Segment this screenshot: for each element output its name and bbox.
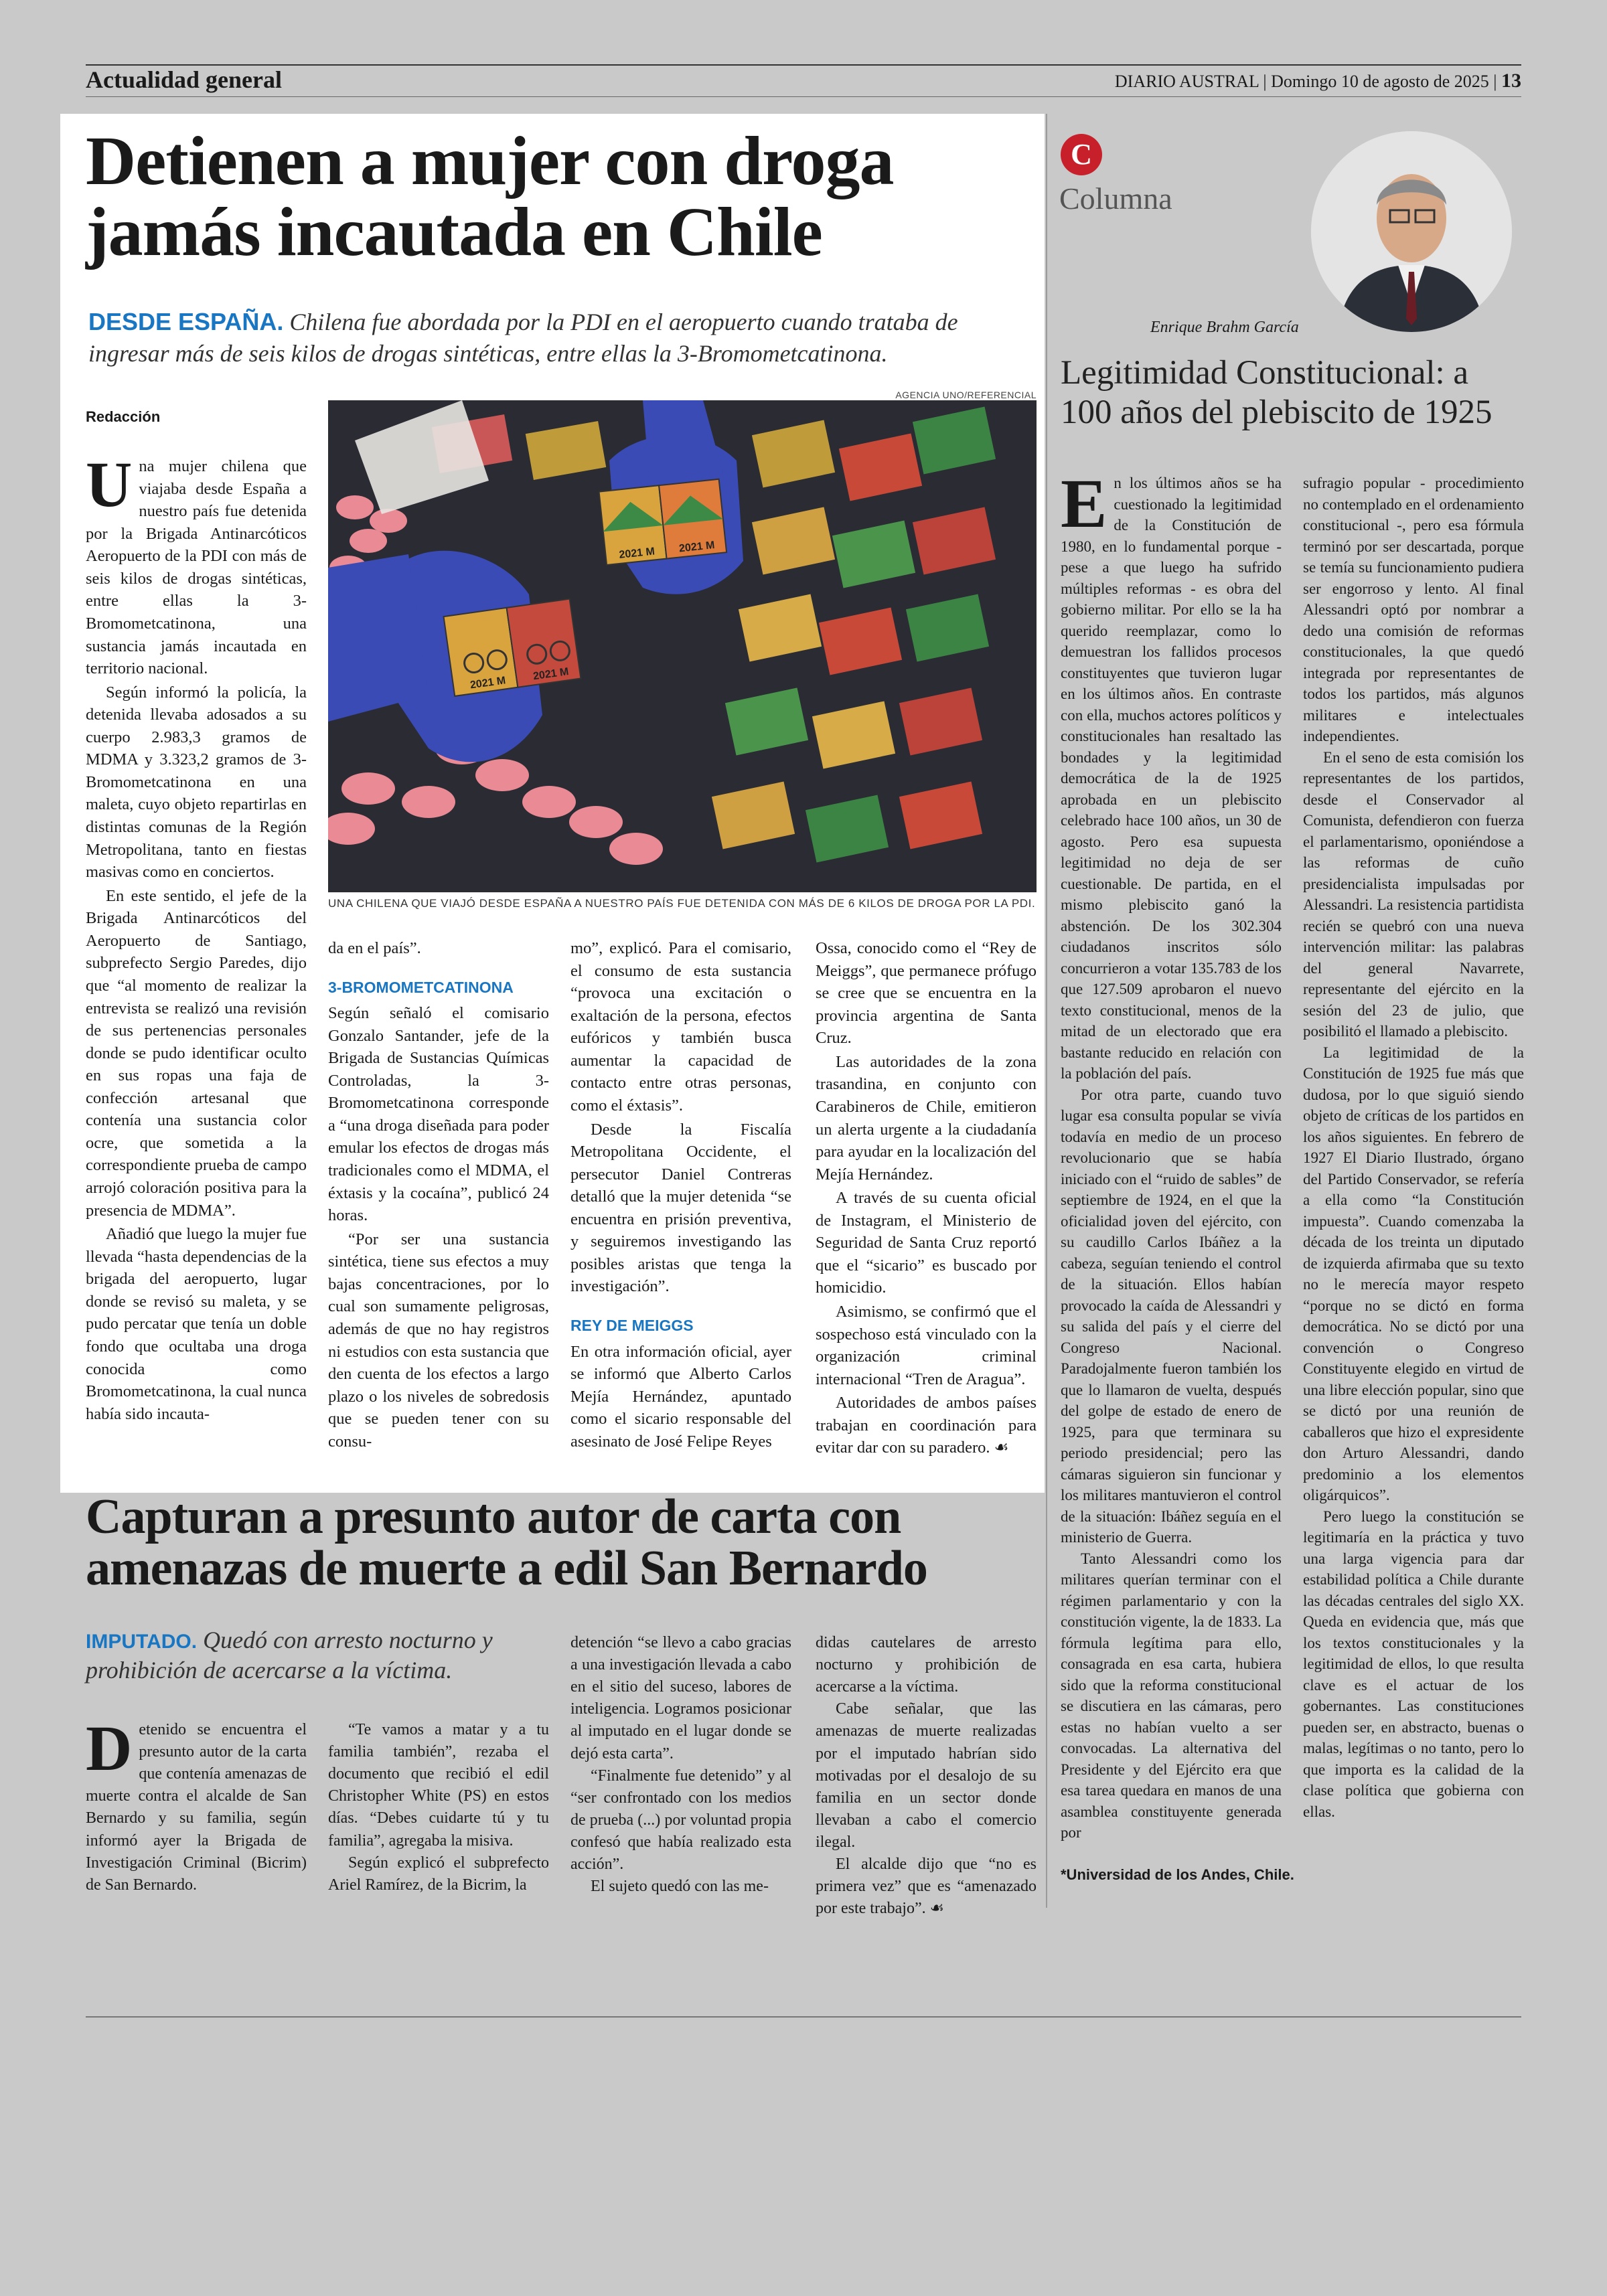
paper-name: DIARIO AUSTRAL [1114, 72, 1259, 91]
second-col4-p1: didas cautelares de arresto nocturno y prohibición de acercarse a la víctima. [816, 1634, 1037, 1696]
main-col3-p3: En otra información oficial, ayer se informó que Alberto Carlos Mejía Hernández, apuntado como el sicario responsable del asesinato de José Felipe Reyes [570, 1342, 791, 1451]
stamp-text: 2021 M [469, 675, 507, 691]
second-col4-p2: Cabe señalar, que las amenazas de muerte realizadas por el imputado habrían sido motivadas por el desalojo de su familia en un sector donde llevaban a cabo el comercio ilegal. [816, 1700, 1037, 1851]
main-col-4 [816, 937, 1037, 1461]
column-title [1061, 353, 1529, 432]
column-col1-p1: n los últimos años se ha cuestionado la legitimidad de la Constitución de 1980, en lo fundamental porque - pese a que luego ha sufrido múltiples reformas - es obra del gobierno militar. Por ello se la ha querido reemplazar, como lo demuestran los fallidos procesos constituyentes que tuvieron lugar en los últimos años. En contraste con ella, muchos actores políticos y constitucionales han resaltado las bondades y la legitimidad democrática de la de 1925 aprobada en un plebiscito celebrado hace 100 años, un 30 de agosto. Pero esa supuesta legitimidad no deja de ser cuestionable. De partida, en el mismo plebiscito ganó la abstención. De los 302.304 ciudadanos inscritos sólo concurrieron a votar 135.783 de los que 127.509 aprobaron el nuevo texto constitucional, menos de la mitad de un electorado que era bastante reducido en relación con la población del país. [1061, 475, 1282, 1082]
masthead: DIARIO AUSTRAL | Domingo 10 de agosto de 2025 | 13 [1114, 70, 1521, 92]
second-headline-line2: amenazas de muerte a edil San Bernardo [86, 1540, 927, 1596]
subhead-rey-de-meiggs: REY DE MEIGGS [570, 1317, 694, 1334]
second-col3-p3: El sujeto quedó con las me- [591, 1878, 769, 1896]
main-headline-line2: jamás incautada en Chile [86, 193, 822, 271]
column-col2-p3: La legitimidad de la Constitución de 1925 fue más que dudosa, por lo que siguió siendo objeto de críticas de los partidos en los años siguientes. En febrero de 1927 El Diario Ilustrado, órgano del Partido Conservador, se refería a ella como “la Constitución impuesta”. Cuando comenzaba la década de los treinta un diputado de izquierda afirmaba que su texto no le merecía mayor respeto “porque no se dictó en forma democrática. No se dictó por una convención o Congreso Constituyente elegido en virtud de una libre elección popular, sino que se dictó por una reunión de caballeros que hizo el expresidente don Arturo Alessandri, dando predominio a los elementos oligárquicos”. [1303, 1044, 1524, 1503]
byline: Redacción [86, 408, 161, 425]
main-deck [88, 307, 1032, 370]
second-headline-line1: Capturan a presunto autor de carta con [86, 1489, 901, 1544]
column-title-line2: 100 años del plebiscito de 1925 [1061, 393, 1493, 431]
main-col4-p1: Ossa, conocido como el “Rey de Meiggs”, que permanece prófugo se cree que se encuentra en la provincia argentina de Santa Cruz. [816, 939, 1037, 1048]
column-col1-p2: Por otra parte, cuando tuvo lugar esa consulta popular se vivía todavía en medio de un proceso revolucionario que se había iniciado con el “ruido de sables” de septiembre de 1924, en el que la oficialidad joven del ejército, con su caudillo Carlos Ibáñez a la cabeza, seguían teniendo el control de la situación. Ellos habían provocado la caída de Alessandri y su salida del país y el cierre del Congreso Nacional. Paradojalmente fueron también los que lo llamaron de vuelta, después del golpe de estado de enero de 1925, para que terminara su periodo presidencial; pero las cámaras siguieron sin funcionar y los militares mantuvieron el control de la situación: Ibáñez seguía en el ministerio de Guerra. [1061, 1086, 1282, 1546]
column-author: Enrique Brahm García [1150, 319, 1299, 336]
drug-photo [328, 400, 1037, 892]
second-kicker: IMPUTADO. [86, 1631, 198, 1653]
author-avatar [1311, 131, 1512, 332]
column-badge-icon: C [1061, 134, 1102, 175]
column-col1-p3: Tanto Alessandri como los militares querían terminar con el régimen parlamentario y con la constitución vigente, la de 1833. La fórmula legítima para ello, consagrada en esa carta, hubiera sido que la reforma constitucional se discutiera en las cámaras, pero estas no habían vuelto a ser convocadas. La alternativa del Presidente y del Ejército era que esa tarea quedara en manos de una asamblea constituyente generada por [1061, 1550, 1282, 1841]
drug-photo-illustration [328, 400, 1037, 892]
second-deck [86, 1625, 554, 1686]
subhead-bromometcatinona: 3-BROMOMETCATINONA [328, 978, 514, 996]
column-affiliation: *Universidad de los Andes, Chile. [1061, 1866, 1294, 1883]
main-col1-p1: na mujer chilena que viajaba desde España a nuestro país fue detenida por la Brigada Antinarcóticos Aeropuerto de la PDI con más de seis kilos de drogas sintéticas, entre ellas la 3-Bromometcatinona, una sustancia jamás incautada en territorio nacional. [86, 457, 307, 678]
page-bottom-rule [86, 2016, 1521, 2018]
main-col1-p3: En este sentido, el jefe de la Brigada Antinarcóticos del Aeropuerto de Santiago, subprefecto Sergio Paredes, dijo que “al momento de realizar la entrevista se realizó una revisión de sus pertenencias personales donde se pudo identificar oculto en sus ropas una faja de confección artesanal que contenía una sustancia color ocre, que sometida a la correspondiente prueba de campo arrojó coloración positiva para la presencia de MDMA”. [86, 886, 307, 1220]
end-mark: ☙ [994, 1439, 1009, 1457]
issue-date: Domingo 10 de agosto de 2025 [1271, 72, 1489, 91]
main-col1-p4: Añadió que luego la mujer fue llevada “hasta dependencias de la brigada del aeropuerto, lugar donde se revisó su maleta, y se pudo percatar que tenía un doble fondo que ocultaba una droga conocida como Bromometcatinona, la cual nunca había sido incauta- [86, 1225, 307, 1423]
column-title-line1: Legitimidad Constitucional: a [1061, 354, 1469, 392]
main-col3-p2: Desde la Fiscalía Metropolitana Occidente, el persecutor Daniel Contreras detalló que la mujer detenida “se encuentra en prisión preventiva, y seguiremos investigando las posibles aristas que tenga la investigación”. [570, 1120, 791, 1296]
end-mark-2: ☙ [929, 1900, 945, 1918]
column-col-1 [1061, 465, 1282, 1843]
column-drop-cap: E [1061, 465, 1107, 542]
main-kicker: DESDE ESPAÑA. [88, 308, 284, 335]
main-col-2 [328, 937, 549, 1454]
main-col4-p3: A través de su cuenta oficial de Instagram, el Ministerio de Seguridad de Santa Cruz reportó que el “sicario” es buscado por homicidio. [816, 1189, 1037, 1297]
second-deck-text: Quedó con arresto nocturno y prohibición de acercarse a la víctima. [86, 1627, 493, 1684]
column-col2-p4: Pero luego la constitución se legitimaría en la práctica y tuvo una larga vigencia para dar estabilidad política a Chile durante las décadas centrales del siglo XX. Queda en evidencia que, más que los textos constitucionales y la legitimidad de ellos, lo que resulta clave es el actuar de los gobernantes. Las constituciones pueden ser, en abstracto, buenas o malas, legítimas o no tanto, pero lo que importa es la calidad de la clase política que gobierna con ellas. [1303, 1507, 1524, 1820]
second-col3-p2: “Finalmente fue detenido” y al “ser confrontado con los medios de prueba (...) por voluntad propia confesó que había realizado esta acción”. [570, 1767, 791, 1874]
second-col2-p1: “Te vamos a matar y a tu familia también”, rezaba el documento que recibió el edil Christopher White (PS) en estos días. “Debes cuidarte tú y tu familia”, agregaba la misiva. [328, 1721, 549, 1850]
header-bottom-rule [86, 96, 1521, 97]
main-col-1 [86, 448, 307, 1454]
stamp-text: 2021 M [618, 546, 656, 561]
main-headline [86, 122, 1037, 271]
second-col1-text: etenido se encuentra el presunto autor de la carta que contenía amenazas de muerte contra el alcalde de San Bernardo y su familia, según informó ayer la Brigada de Investigación Criminal (Bicrim) de San Bernardo. [86, 1721, 307, 1894]
header-top-rule [86, 64, 1521, 66]
second-col2-p2: Según explicó el subprefecto Ariel Ramírez, de la Bicrim, la [328, 1854, 549, 1894]
second-col3-p1: detención “se llevo a cabo gracias a una investigación llevada a cabo en el sitio del suceso, labores de inteligencia. Logramos posicionar al imputado en el lugar donde se dejó esta carta”. [570, 1634, 791, 1762]
main-col2-p2: Según señaló el comisario Gonzalo Santander, jefe de la Brigada de Sustancias Químicas Controladas, la 3-Bromometcatinona corresponde a “una droga diseñada para poder emular los efectos de drogas más tradicionales como el MDMA, el éxtasis y la cocaína”, publicó 24 horas. [328, 1004, 549, 1225]
author-portrait-icon [1311, 131, 1512, 332]
second-col-3 [570, 1632, 791, 1898]
stamp-text: 2021 M [532, 666, 570, 683]
column-label: Columna [1059, 181, 1172, 216]
main-drop-cap: U [86, 448, 133, 520]
photo-credit: AGENCIA UNO/REFERENCIAL [895, 390, 1037, 400]
column-col2-p2: En el seno de esta comisión los representantes de los partidos, desde el Conservador al Comunista, defendieron con fuerza el parlamentarismo, oponiéndose a las reformas de cuño presidencialista impulsadas por Alessandri. La resistencia partidista recién se quebró con una nueva intervención militar: las palabras del general Navarrete, representante del ejército en la sesión del 23 de julio, que posibilitó el llamado a plebiscito. [1303, 748, 1524, 1040]
main-headline-line1: Detienen a mujer con droga [86, 122, 894, 199]
main-col2-p3: “Por ser una sustancia sintética, tiene sus efectos a muy bajas concentraciones, por lo cual son sumamente peligrosas, además de que no hay registros ni estudios con esta sustancia que den cuenta de los efectos a largo plazo o los niveles de sobredosis que se pueden tener con su consu- [328, 1230, 549, 1451]
main-col3-p1: mo”, explicó. Para el comisario, el consumo de esta sustancia “provoca una excitación o exaltación de la persona, efectos eufóricos y también busca aumentar la capacidad de contacto entre otras personas, como el éxtasis”. [570, 939, 791, 1115]
section-title: Actualidad general [86, 66, 282, 93]
main-col4-p5: Autoridades de ambos países trabajan en coordinación para evitar dar con su paradero. [816, 1394, 1037, 1457]
second-col-2 [328, 1719, 549, 1896]
main-deck-text: Chilena fue abordada por la PDI en el aeropuerto cuando trataba de ingresar más de seis kilos de drogas sintéticas, entre ellas la 3-Bromometcatinona. [88, 309, 958, 367]
second-col-4 [816, 1632, 1037, 1920]
column-divider [1046, 114, 1047, 1908]
second-headline [86, 1491, 1050, 1594]
second-col-1 [86, 1712, 307, 1896]
main-col1-p2: Según informó la policía, la detenida llevaba adosados a su cuerpo 2.983,3 gramos de MDMA y 3.323,2 gramos de 3-Bromometcatinona en una maleta, cuyo objeto repartirlas en distintas comunas de la Región Metropolitana, tanto en fiestas masivas como en conciertos. [86, 683, 307, 882]
column-col-2 [1303, 473, 1524, 1822]
second-drop-cap: D [86, 1712, 133, 1784]
page-number: 13 [1501, 70, 1521, 92]
stamp-text: 2021 M [678, 540, 716, 555]
photo-caption: UNA CHILENA QUE VIAJÓ DESDE ESPAÑA A NUESTRO PAÍS FUE DETENIDA CON MÁS DE 6 KILOS DE DROGA POR LA PDI. [328, 897, 1036, 910]
main-col2-p1: da en el país”. [328, 939, 421, 957]
main-col-3 [570, 937, 791, 1454]
column-col2-p1: sufragio popular - procedimiento no contemplado en el ordenamiento constitucional -, pero esa fórmula terminó por ser descartada, porque se temía su funcionamiento pudiera ser engorroso y lento. Al final Alessandri optó por nombrar a dedo una comisión de reformas constitucionales, la que quedó integrada por representantes de todos los partidos, más algunos militares e intelectuales independientes. [1303, 475, 1524, 744]
second-col4-p3: El alcalde dijo que “no es primera vez” que es “amenazado por este trabajo”. [816, 1856, 1037, 1918]
main-col4-p4: Asimismo, se confirmó que el sospechoso está vinculado con la organización criminal internacional “Tren de Aragua”. [816, 1303, 1037, 1388]
main-col4-p2: Las autoridades de la zona trasandina, en conjunto con Carabineros de Chile, emitieron un alerta urgente a la ciudadanía para ayudar en la localización del Mejía Hernández. [816, 1052, 1037, 1183]
